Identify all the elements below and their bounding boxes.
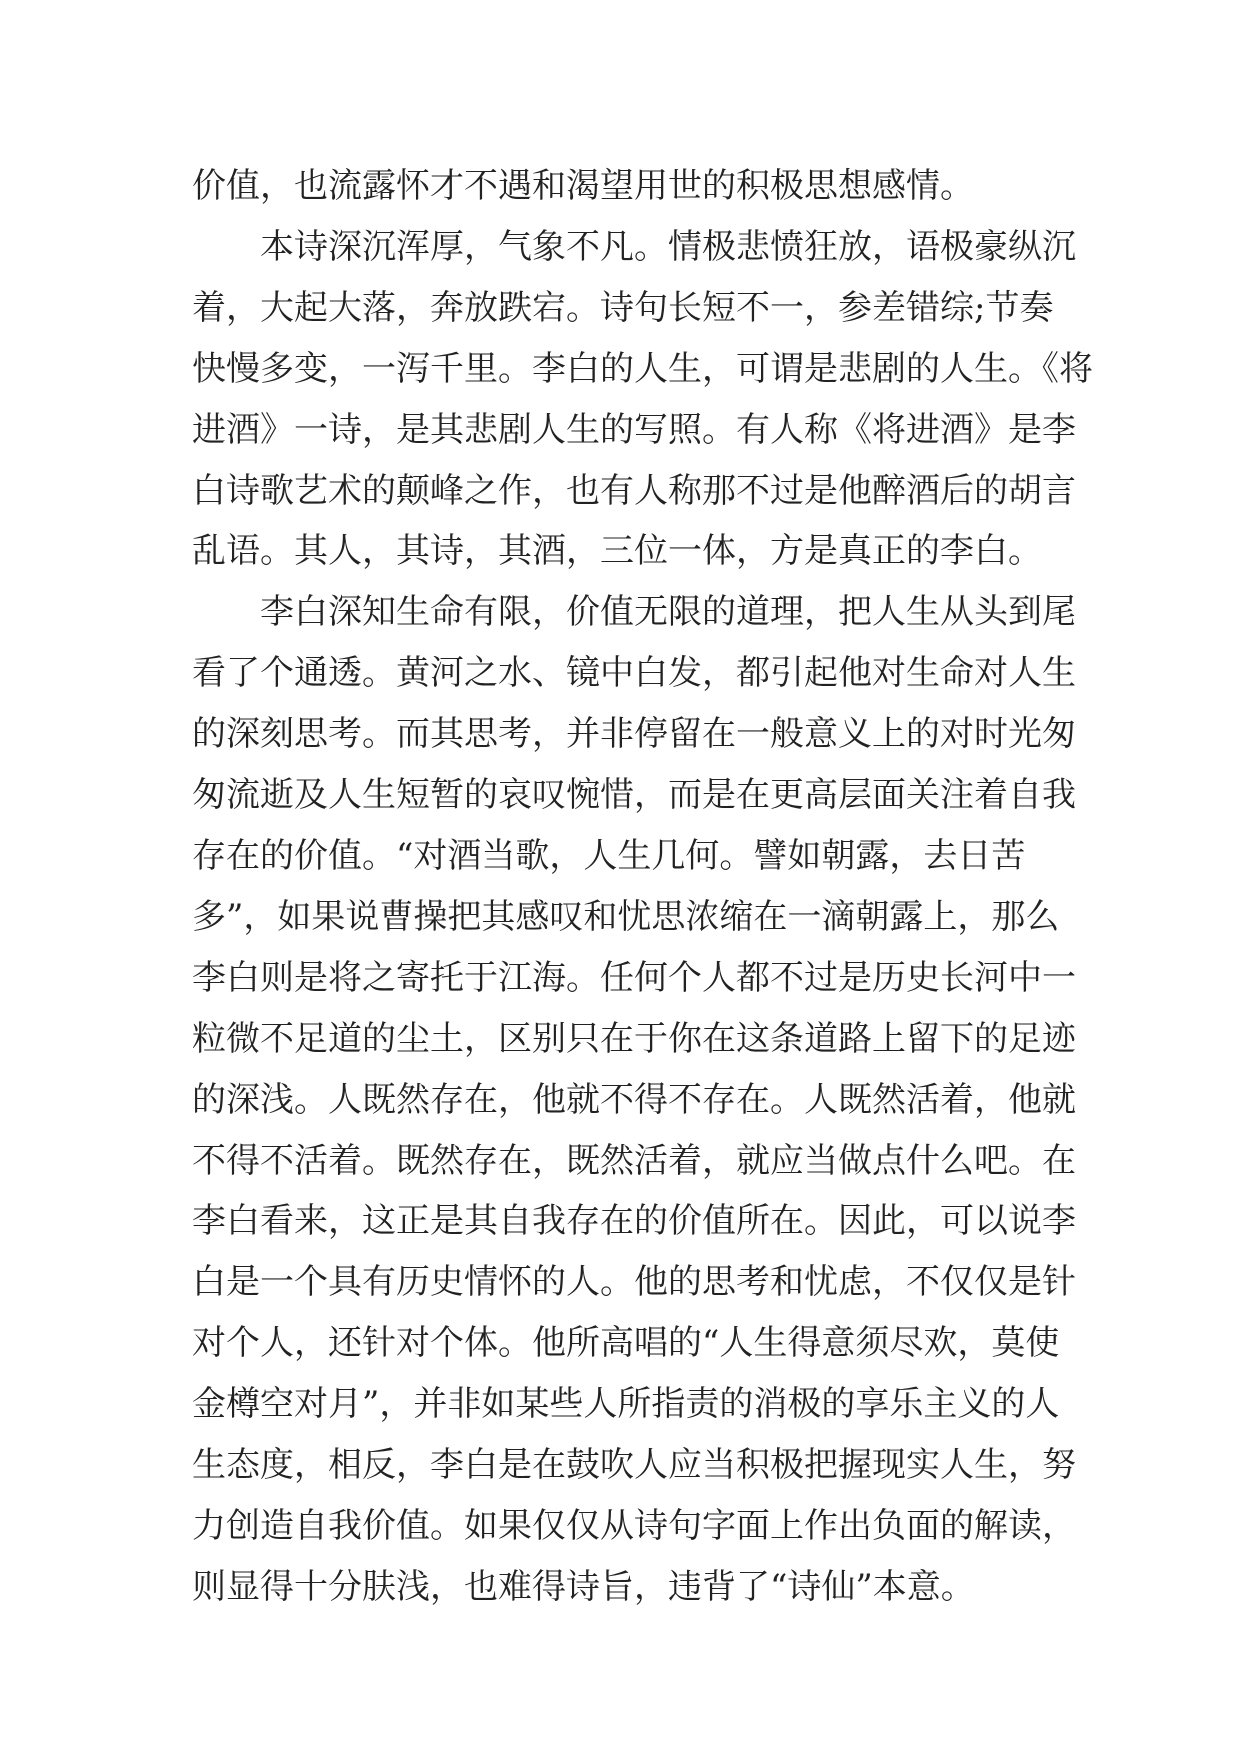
paragraph-2 [192,217,1093,582]
text-line: 乱语。其人，其诗，其酒，三位一体，方是真正的李白。 [192,531,1042,572]
text-line: 的深刻思考。而其思考，并非停留在一般意义上的对时光匆 [192,714,1076,755]
paragraph-1 [192,156,1052,217]
text-line: 快慢多变，一泻千里。李白的人生，可谓是悲剧的人生。《将 [192,348,1093,389]
text-line: 金樽空对月”，并非如某些人所指责的消极的享乐主义的人 [192,1384,1060,1425]
text-line: 多”，如果说曹操把其感叹和忧思浓缩在一滴朝露上，那么 [192,896,1060,937]
text-line: 力创造自我价值。如果仅仅从诗句字面上作出负面的解读， [192,1505,1076,1546]
text-line: 价值，也流露怀才不遇和渴望用世的积极思想感情。 [192,166,974,206]
text-line: 则显得十分肤浅，也难得诗旨，违背了“诗仙”本意。 [192,1566,975,1607]
text-line: 着，大起大落，奔放跌宕。诗句长短不一，参差错综;节奏 [192,287,1054,328]
text-line: 存在的价值。“对酒当歌，人生几何。譬如朝露，去日苦 [192,835,1026,876]
text-line: 粒微不足道的尘土，区别只在于你在这条道路上留下的足迹 [192,1018,1076,1059]
text-line: 看了个通透。黄河之水、镜中白发，都引起他对生命对人生 [192,653,1076,694]
text-line: 生态度，相反，李白是在鼓吹人应当积极把握现实人生，努 [192,1445,1076,1486]
text-line: 匆流逝及人生短暂的哀叹惋惜，而是在更高层面关注着自我 [192,775,1076,816]
paragraph-3 [192,582,1076,1617]
text-line: 进酒》一诗，是其悲剧人生的写照。有人称《将进酒》是李 [192,409,1076,450]
text-line: 白是一个具有历史情怀的人。他的思考和忧虑，不仅仅是针 [192,1262,1076,1303]
text-line: 李白看来，这正是其自我存在的价值所在。因此，可以说李 [192,1201,1076,1242]
text-line: 的深浅。人既然存在，他就不得不存在。人既然活着，他就 [192,1079,1076,1120]
text-line: 李白深知生命有限，价值无限的道理，把人生从头到尾 [260,592,1076,633]
text-line: 白诗歌艺术的颠峰之作，也有人称那不过是他醉酒后的胡言 [192,470,1076,511]
text-line: 李白则是将之寄托于江海。任何个人都不过是历史长河中一 [192,957,1076,998]
text-line: 对个人，还针对个体。他所高唱的“人生得意须尽欢，莫使 [192,1323,1060,1364]
text-line: 本诗深沉浑厚，气象不凡。情极悲愤狂放，语极豪纵沉 [260,226,1076,267]
text-line: 不得不活着。既然存在，既然活着，就应当做点什么吧。在 [192,1140,1076,1181]
body-text [192,156,1093,1618]
